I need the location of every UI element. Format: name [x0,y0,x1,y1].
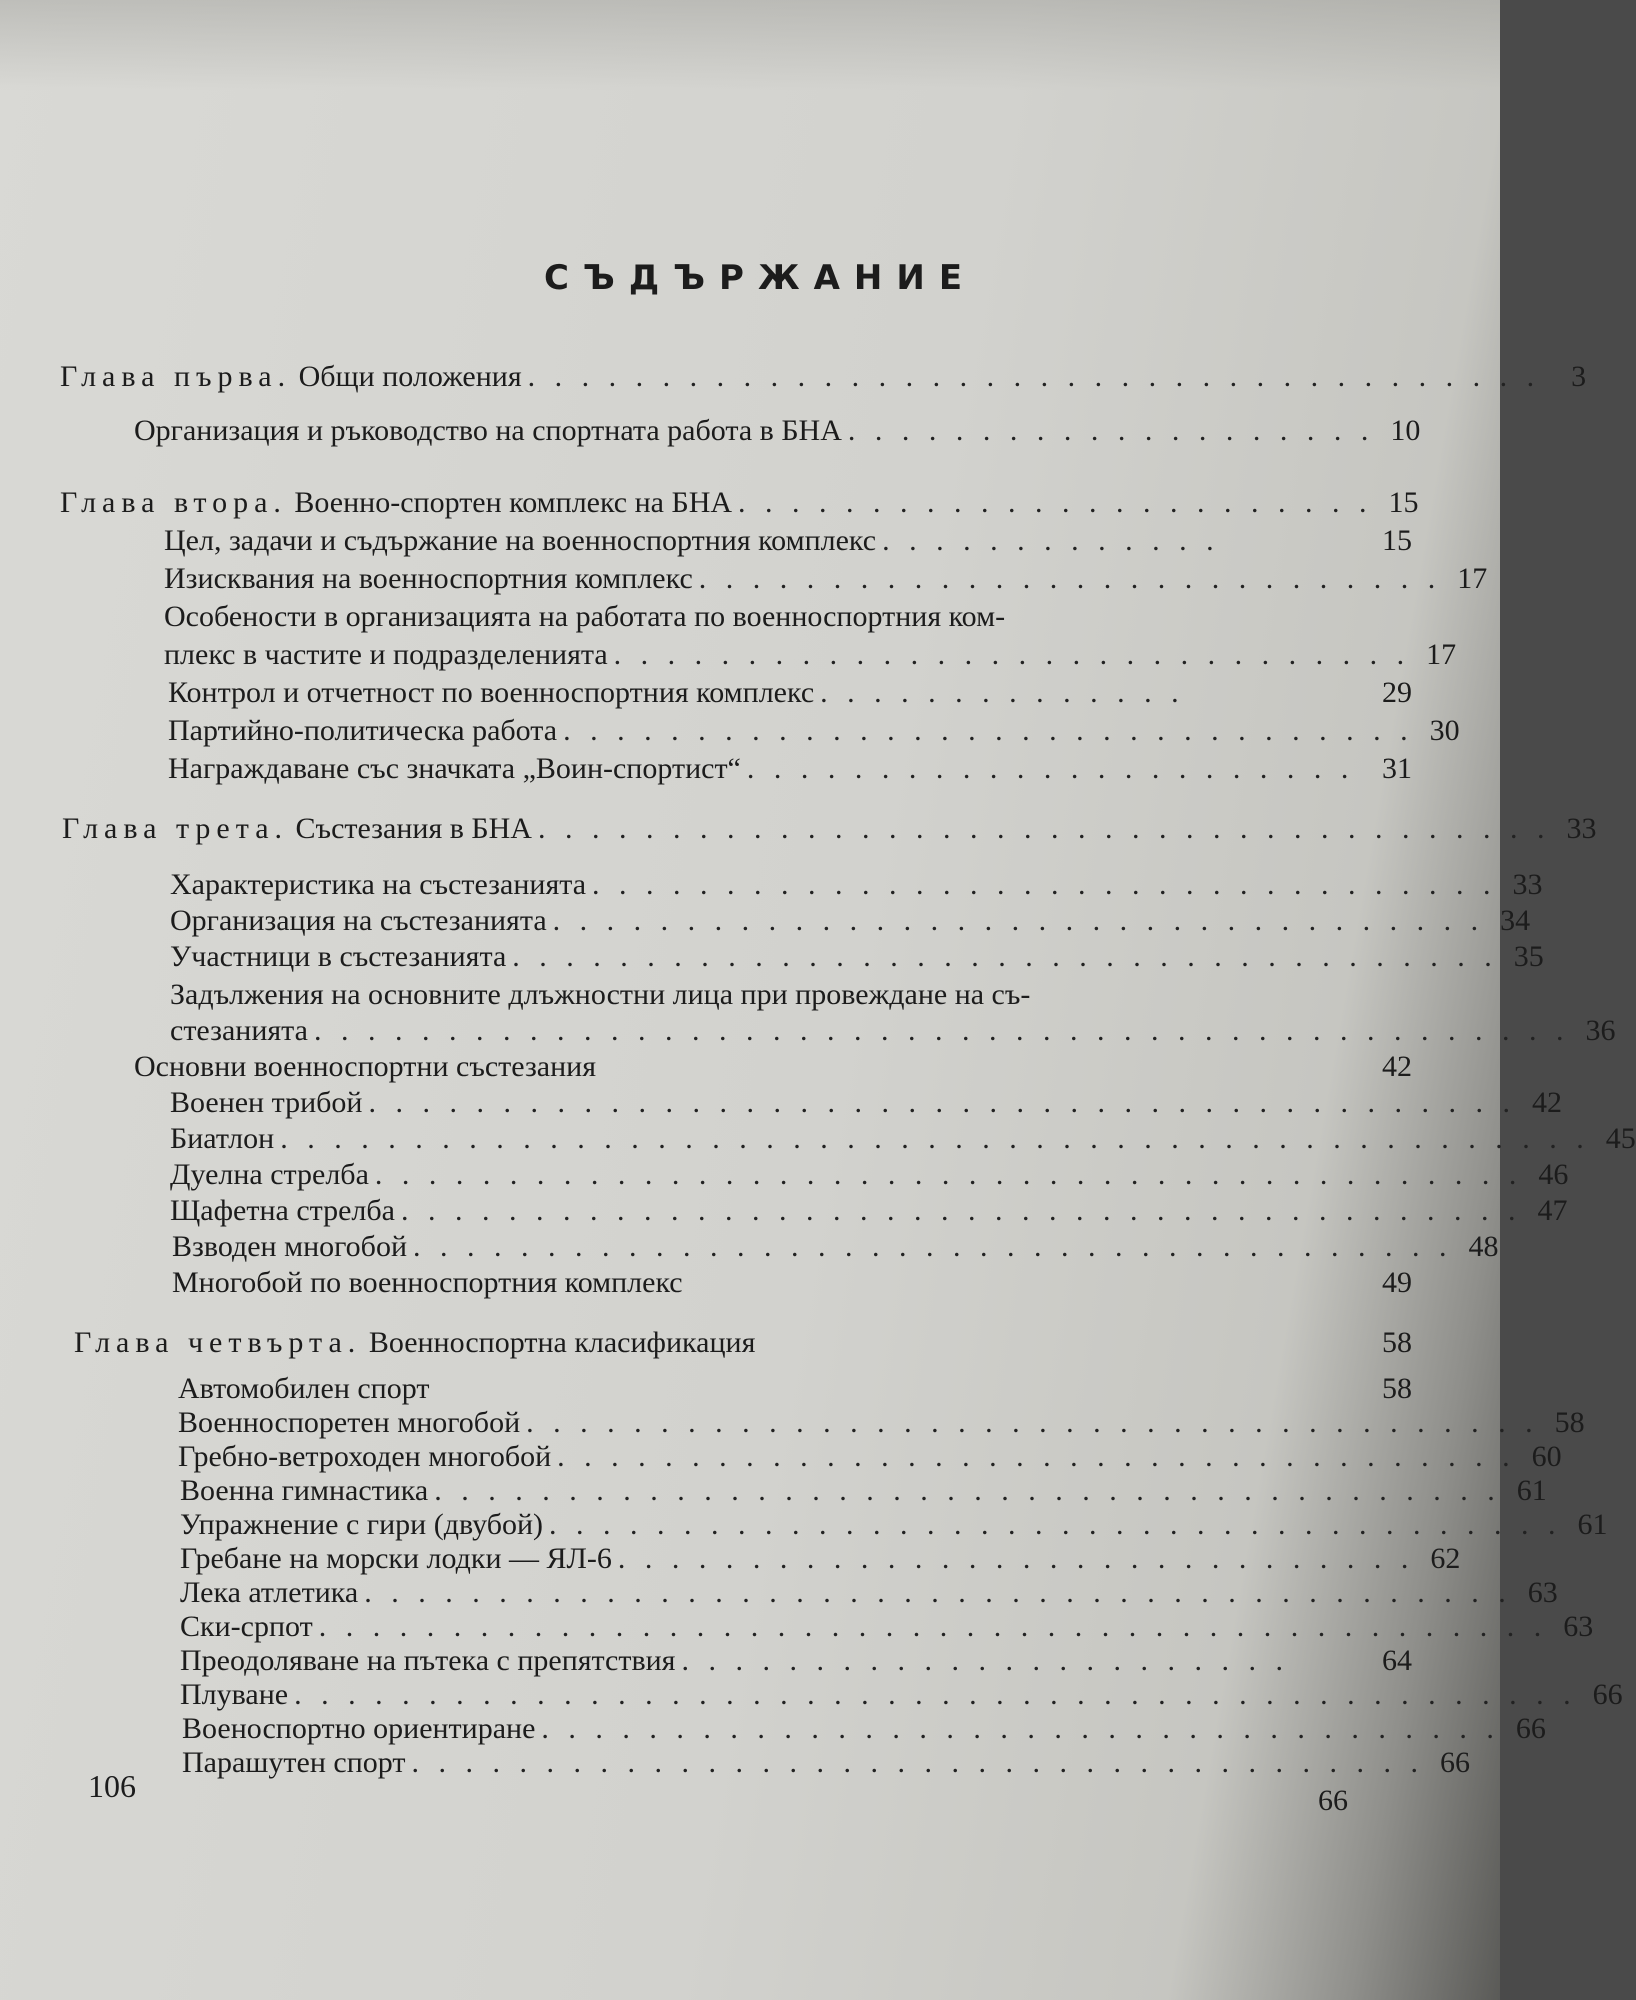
leader-dots: . . . . . . . . . . . . . . . . . . . . . . . . . . . . . . . . . . . . . . . . [434,1474,1501,1507]
entry-title-line2: плекс в частите и подразделенията [164,638,608,671]
entry-title-line1: Задължения на основните длъжностни лица при провеждане на съ- [170,978,1031,1011]
toc-entry [170,1158,1569,1192]
entry-title: Военна гимнастика [180,1474,429,1507]
entry-title: Награждаване със значката „Воин-спортист“ [168,752,741,785]
leader-dots: . . . . . . . . . . . . . . . . . . . . . . . . . . . . . . [617,1542,1415,1575]
page-ref: 17 [1457,562,1488,595]
leader-dots: . . . . . . . . . . . . . . . . . . . . . . . [681,1644,1289,1677]
page-ref: 29 [1382,676,1412,709]
chapter-prefix: Глава трета. [62,812,289,845]
entry-title: Гребане на морски лодки — ЯЛ-6 [180,1542,612,1575]
page-ref: 49 [1382,1266,1412,1299]
leader-dots: . . . . . . . . . . . . . . . . . . . . . . . . . . . . . . . . . . . . . . . . . . . . . . . . . [280,1122,1590,1155]
toc-entry [168,752,1412,786]
entry-title: Упражнение с гири (двубой) [180,1508,544,1541]
entry-title: Гребно-ветроходен многобой [178,1440,552,1473]
chapter-prefix: Глава втора. [60,486,287,519]
toc-entry [180,1474,1547,1508]
toc-entry [180,1644,1412,1678]
entry-title: Цел, задачи и съдържание на военноспортния комплекс [164,524,877,557]
toc-entry [164,524,1412,558]
leader-dots: . . . . . . . . . . . . . . . . . . . . . . . . . . . . . . . . [563,714,1414,747]
toc-title: СЪДЪРЖАНИЕ [543,258,977,298]
leader-dots: . . . . . . . . . . . . . . . . . . . . . . . . . . . . . . . . . . . . . . [526,1406,1539,1439]
page-ref: 42 [1531,1086,1562,1119]
page-number: 106 [88,1768,136,1804]
leader-dots [596,1050,1372,1084]
leader-dots: . . . . . . . . . . . . . . . . . . . . . . . . . . . . . . . . . . . . . . . . . . . . . . . [313,1014,1570,1047]
toc-entry [180,1542,1461,1576]
toc-entry [170,1086,1562,1120]
entry-title: Щафетна стрелба [170,1194,395,1227]
toc-entry [180,1610,1594,1644]
leader-dots: . . . . . . . . . . . . . . . . . . . . . . . . . . . . . . . . . . . . . . [411,1746,1424,1779]
page-ref: 45 [1605,1122,1636,1155]
toc-entry [180,1576,1558,1610]
page-ref: 66 [1592,1678,1623,1711]
entry-title: Дуелна стрелба [170,1158,369,1191]
leader-dots: . . . . . . . . . . . . . . . . . . . . . . . . . . . . . . . . . . . . . [512,940,1498,973]
leader-dots: . . . . . . . . . . . . . . . . . . . . . . . . . . . . . . . . . . . . . . . . . . . [374,1158,1523,1191]
entry-title-line1: Особености в организацията на работата по военноспортния ком- [164,600,1006,633]
page-ref: 63 [1527,1576,1558,1609]
trailing-page-ref: 66 [1318,1784,1348,1817]
page-ref: 10 [1390,414,1421,447]
chapter-prefix: Глава четвърта. [74,1326,362,1359]
toc-entry [134,414,1421,448]
entry-title: Биатлон [170,1122,275,1155]
toc-chapter-1 [60,360,1587,394]
toc-entry [170,1014,1616,1048]
chapter-title: Военноспортна класификация [368,1326,756,1359]
leader-dots: . . . . . . . . . . . . . . . . . . . . . . . . . . . . . . . . . . [592,868,1497,901]
page-ref: 48 [1468,1230,1499,1263]
page-ref: 58 [1382,1372,1412,1405]
toc-entry [180,1678,1623,1712]
leader-dots [755,1326,1372,1360]
toc-entry [164,562,1488,596]
toc-entry [170,940,1544,974]
entry-title: Участници в състезанията [170,940,507,973]
entry-title: Лека атлетика [180,1576,359,1609]
chapter-prefix: Глава първа. [60,360,292,393]
page-ref: 66 [1439,1746,1470,1779]
leader-dots: . . . . . . . . . . . . . . . . . . . . . . . . . . . . . . . . . . . . . . . . . . . [368,1086,1516,1119]
chapter-title: Състезания в БНА [295,812,532,845]
page-ref: 33 [1566,812,1597,845]
leader-dots: . . . . . . . . . . . . . . . . . . . . . . . . . . . . . . . . . . . . . . . [413,1230,1453,1263]
toc-chapter-3 [62,812,1597,846]
page-ref: 64 [1382,1644,1412,1677]
leader-dots: . . . . . . . . . . . . . . . . . . . . . . . . . . . . . . . . . . . . . . [549,1508,1562,1541]
page-ref: 42 [1382,1050,1412,1083]
page-ref: 62 [1430,1542,1461,1575]
page-ref: 66 [1515,1712,1546,1745]
toc-entry [170,868,1543,902]
entry-title: Многобой по военноспортния комплекс [172,1266,683,1299]
toc-entry [170,904,1531,938]
page-ref: 15 [1388,486,1419,519]
toc-entry [180,1508,1608,1542]
page-ref: 63 [1563,1610,1594,1643]
entry-title: Изисквания на военноспортния комплекс [164,562,693,595]
toc-entry [172,1266,1412,1300]
leader-dots: . . . . . . . . . . . . . [882,524,1220,557]
page-ref: 61 [1577,1508,1608,1541]
leader-dots: . . . . . . . . . . . . . . . . . . . . . . . . . . . . . . . . . . . . . . . . . . . . . . . . [294,1678,1577,1711]
entry-title: Ски-српот [180,1610,313,1643]
page-ref: 15 [1382,524,1412,557]
page-ref: 61 [1516,1474,1547,1507]
page-ref: 58 [1382,1326,1412,1359]
page-ref: 36 [1585,1014,1616,1047]
page-ref: 30 [1429,714,1460,747]
page-ref: 47 [1537,1194,1568,1227]
leader-dots: . . . . . . . . . . . . . . . . . . . . . . . . . . . . . . . . . . . . . . [527,360,1541,393]
chapter-title: Военно-спортен комплекс на БНА [294,486,733,519]
toc-chapter-4 [74,1326,1412,1360]
page-ref: 58 [1554,1406,1585,1439]
leader-dots: . . . . . . . . . . . . . . . . . . . . . . . . . . . . . . . . . . . . . . . . . . [400,1194,1522,1227]
entry-title: Парашутен спорт [182,1746,406,1779]
page-ref: 60 [1531,1440,1562,1473]
leader-dots [429,1372,1372,1406]
toc-entry [170,1194,1568,1228]
toc-entry [168,676,1412,710]
leader-dots: . . . . . . . . . . . . . . . . . . . . . . . [746,752,1355,785]
entry-title: Партийно-политическа работа [168,714,558,747]
toc-entry [182,1746,1470,1780]
toc-entry [178,1440,1562,1474]
chapter-title: Общи положения [298,360,522,393]
toc-entry [134,1050,1412,1084]
toc-entry [182,1712,1546,1746]
leader-dots: . . . . . . . . . . . . . . . . . . . . . . . . . . . . . . . . . . . . . . . . . . . [364,1576,1512,1609]
leader-dots: . . . . . . . . . . . . . . . . . . . . . . . . . . . . . . . . . . . . . . [537,812,1551,845]
page-ref: 17 [1426,638,1457,671]
toc-entry [164,638,1457,672]
entry-title-line2: стезанията [170,1014,308,1047]
page-ref: 33 [1512,868,1543,901]
toc-chapter-2 [60,486,1419,520]
leader-dots: . . . . . . . . . . . . . . . . . . . . . . . . . . . . . . . . . . . [552,904,1485,937]
toc-entry [170,1122,1636,1156]
entry-title: Организация и ръководство на спортната работа в БНА [134,414,842,447]
entry-title: Плуване [180,1678,289,1711]
toc-entry [168,714,1460,748]
leader-dots: . . . . . . . . . . . . . . . . . . . . . . . . . . . . . . [613,638,1411,671]
page-ref: 31 [1382,752,1412,785]
entry-title: Основни военноспортни състезания [134,1050,597,1083]
entry-title: Организация на състезанията [170,904,547,937]
entry-title: Взводен многобой [172,1230,408,1263]
toc-entry [178,1406,1585,1440]
toc-entry [172,1230,1499,1264]
leader-dots: . . . . . . . . . . . . . . . . . . . . . . . . [738,486,1373,519]
page-ref: 34 [1500,904,1531,937]
page-ref: 35 [1513,940,1544,973]
leader-dots: . . . . . . . . . . . . . . . . . . . . . . . . . . . . [698,562,1442,595]
entry-title: Военен трибой [170,1086,363,1119]
page-ref: 46 [1538,1158,1569,1191]
page-shadow [0,0,1500,90]
entry-title: Характеристика на състезанията [170,868,587,901]
entry-title: Военноспоретен многобой [178,1406,521,1439]
page-ref: 3 [1571,360,1587,393]
entry-title: Преодоляване на пътека с препятствия [180,1644,676,1677]
entry-title: Военоспортно ориентиране [182,1712,536,1745]
leader-dots: . . . . . . . . . . . . . . . . . . . . . . . . . . . . . . . . . . . . . . . . . . . . . . [318,1610,1548,1643]
toc-entry [178,1372,1412,1406]
entry-title: Автомобилен спорт [178,1372,430,1405]
leader-dots: . . . . . . . . . . . . . . . . . . . . . . . . . . . . . . . . . . . . [541,1712,1500,1745]
leader-dots: . . . . . . . . . . . . . . . . . . . . . . . . . . . . . . . . . . . . [557,1440,1516,1473]
entry-title: Контрол и отчетност по военноспортния комплекс [168,676,815,709]
leader-dots [683,1266,1372,1300]
leader-dots: . . . . . . . . . . . . . . . . . . . . [847,414,1375,447]
leader-dots: . . . . . . . . . . . . . . [820,676,1185,709]
